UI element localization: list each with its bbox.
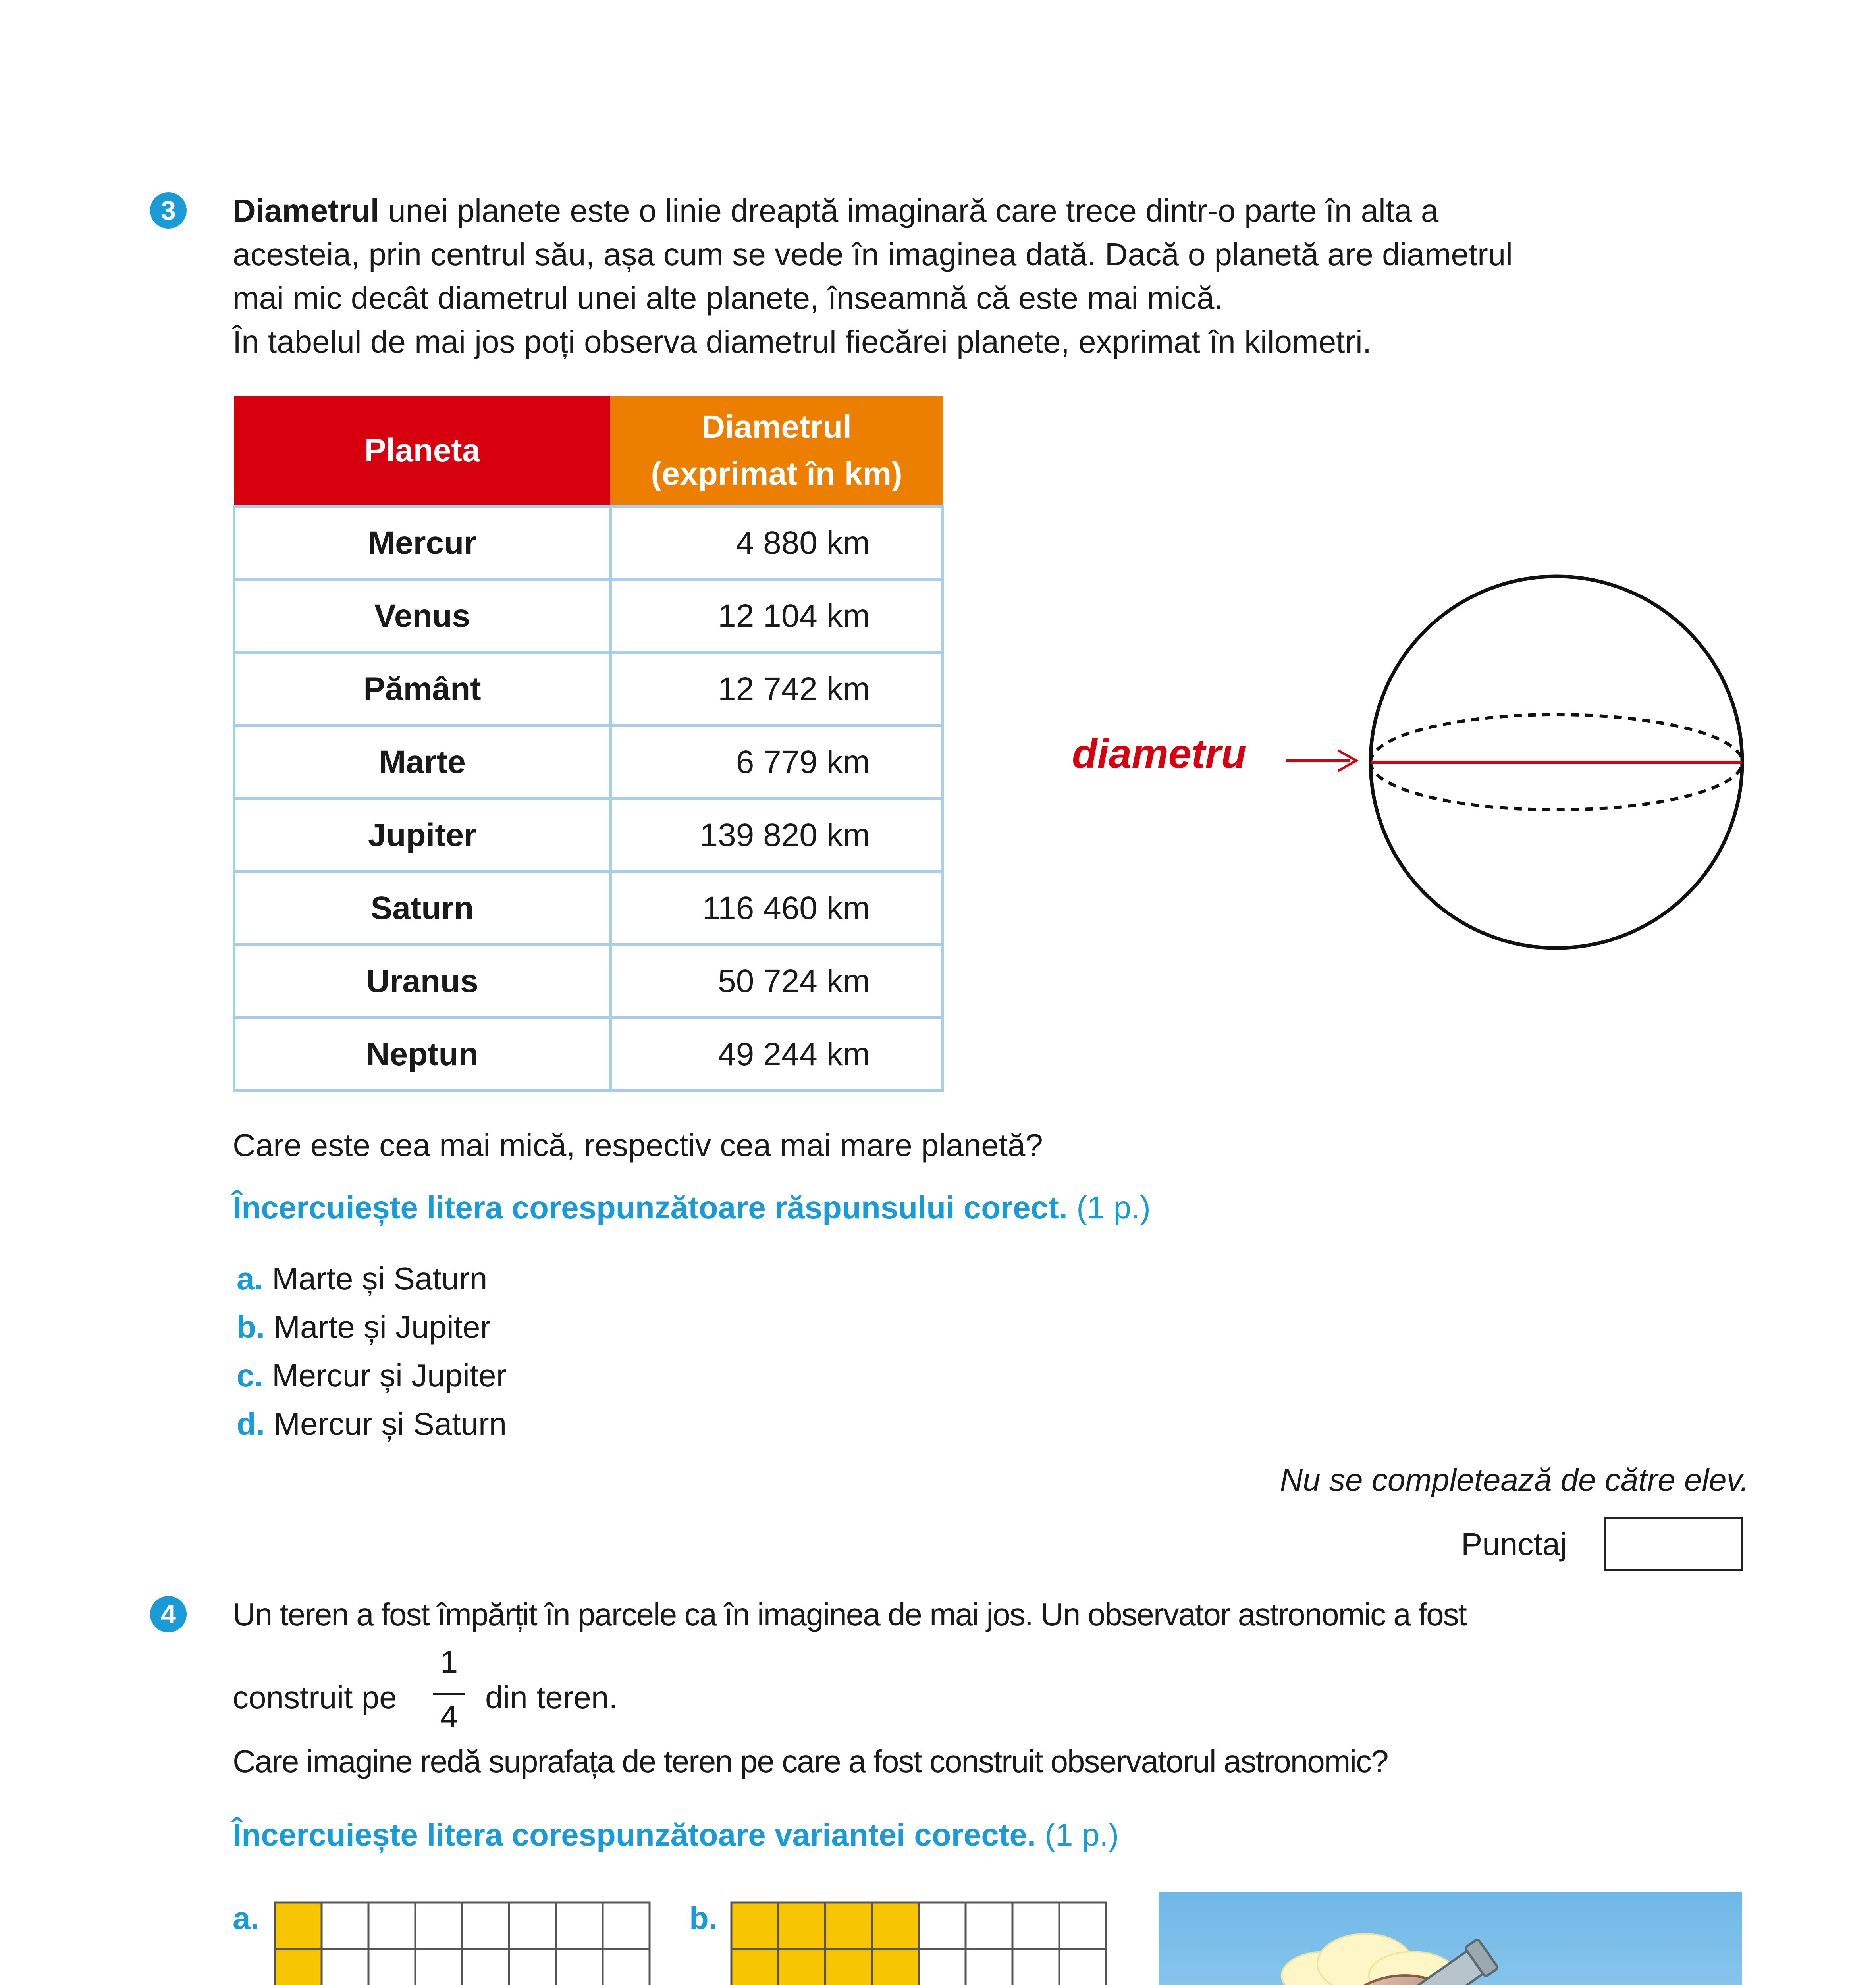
table-row <box>234 1018 943 1091</box>
option-c[interactable] <box>237 1351 507 1400</box>
grid-cell-empty <box>556 1949 603 1985</box>
q4-line-3: Care imagine redă suprafața de teren pe care a fost construit observatorul astronomic? <box>233 1744 1388 1779</box>
option-text: Marte și Saturn <box>272 1261 488 1296</box>
planet-diameter: 116 460 km <box>610 872 943 945</box>
sphere-diagram <box>1072 572 1747 953</box>
table-row <box>234 872 943 945</box>
q3-intro <box>233 189 1781 364</box>
grid-letter-b: b. <box>689 1900 718 1936</box>
header-planet: Planeta <box>234 396 611 507</box>
q3-options <box>237 1255 507 1448</box>
grid-cell-empty <box>1012 1902 1059 1949</box>
table-row <box>234 507 943 580</box>
planet-name: Venus <box>234 580 611 653</box>
fraction-grid <box>730 1901 1108 1985</box>
grid-cell-empty <box>509 1902 556 1949</box>
sphere-drawing <box>1072 572 1747 953</box>
fraction-bar <box>433 1693 465 1695</box>
grid-cell-filled <box>778 1902 825 1949</box>
table-header-row <box>234 396 943 507</box>
fraction-grid <box>273 1901 651 1985</box>
grid-letter-a: a. <box>233 1900 259 1936</box>
q3-question: Care este cea mai mică, respectiv cea mai mare planetă? <box>233 1127 1043 1163</box>
grid-cell-empty <box>415 1902 462 1949</box>
header-diameter-line-2: (exprimat în km) <box>651 456 902 492</box>
table-row <box>234 653 943 726</box>
planet-name: Uranus <box>234 945 611 1018</box>
fraction-denominator: 4 <box>440 1699 458 1734</box>
grid-cell-empty <box>462 1949 509 1985</box>
option-text: Mercur și Saturn <box>274 1406 507 1442</box>
grid-cell-filled <box>275 1949 322 1985</box>
planet-diameter: 139 820 km <box>610 799 943 872</box>
planet-name: Jupiter <box>234 799 611 872</box>
option-letter: d. <box>237 1406 265 1442</box>
q4-instruction <box>233 1817 1119 1853</box>
grid-cell-empty <box>919 1949 966 1985</box>
q3-instruction-bold: Încercuiește litera corespunzătoare răspunsului corect. <box>233 1190 1068 1225</box>
q4-instruction-bold: Încercuiește litera corespunzătoare variantei corecte. <box>233 1817 1036 1852</box>
q3-score-label: Punctaj <box>1461 1526 1567 1562</box>
grid-cell-filled <box>731 1949 778 1985</box>
planet-diameter: 49 244 km <box>610 1018 943 1091</box>
grid-cell-filled <box>731 1902 778 1949</box>
table-row <box>234 799 943 872</box>
option-a[interactable] <box>237 1255 507 1303</box>
q3-instruction-points: (1 p.) <box>1067 1190 1151 1225</box>
grid-cell-empty <box>603 1902 650 1949</box>
planet-diameter: 50 724 km <box>610 945 943 1018</box>
planet-name: Neptun <box>234 1018 611 1091</box>
grid-cell-empty <box>462 1902 509 1949</box>
diameter-label: diametru <box>1072 731 1247 777</box>
grid-cell-empty <box>509 1949 556 1985</box>
grid-cell-filled <box>825 1949 872 1985</box>
q3-line-2: acesteia, prin centrul său, așa cum se vede în imaginea dată. Dacă o planetă are diametrul <box>233 237 1513 272</box>
grid-cell-empty <box>1059 1902 1106 1949</box>
grid-cell-empty <box>1059 1949 1106 1985</box>
header-diameter <box>610 396 943 507</box>
q3-instruction <box>233 1189 1151 1226</box>
grid-cell-filled <box>275 1902 322 1949</box>
grid-cell-empty <box>1012 1949 1059 1985</box>
planet-diameter: 12 104 km <box>610 580 943 653</box>
grid-cell-empty <box>368 1949 415 1985</box>
observatory-drawing <box>1159 1892 1742 1985</box>
grid-cell-filled <box>872 1902 919 1949</box>
grid-option-b[interactable] <box>730 1901 1108 1985</box>
table-row <box>234 726 943 799</box>
planet-name: Marte <box>234 726 611 799</box>
option-letter: a. <box>237 1261 263 1296</box>
grid-cell-filled <box>778 1949 825 1985</box>
option-d[interactable] <box>237 1400 507 1448</box>
grid-cell-empty <box>556 1902 603 1949</box>
q4-line-2-before: construit pe <box>233 1680 397 1715</box>
header-diameter-line-1: Diametrul <box>701 409 852 445</box>
grid-cell-empty <box>919 1902 966 1949</box>
q3-line-4: În tabelul de mai jos poți observa diametrul fiecărei planete, exprimat în kilometri. <box>233 324 1372 359</box>
planet-name: Pământ <box>234 653 611 726</box>
grid-cell-empty <box>966 1949 1012 1985</box>
grid-option-a[interactable] <box>273 1901 651 1985</box>
question-number-3: 3 <box>150 192 187 229</box>
q4-line-1: Un teren a fost împărțit în parcele ca în imaginea de mai jos. Un observator astronomic a fost <box>233 1597 1466 1632</box>
planet-diameter: 4 880 km <box>610 507 943 580</box>
option-letter: b. <box>237 1309 265 1345</box>
planet-name: Mercur <box>234 507 611 580</box>
option-text: Mercur și Jupiter <box>272 1358 507 1393</box>
planet-name: Saturn <box>234 872 611 945</box>
table-row <box>234 945 943 1018</box>
table-row <box>234 580 943 653</box>
q3-intro-bold: Diametrul <box>233 193 379 228</box>
q4-line-2-after: din teren. <box>485 1680 618 1715</box>
grid-cell-empty <box>415 1949 462 1985</box>
grid-cell-empty <box>368 1902 415 1949</box>
grid-cell-filled <box>872 1949 919 1985</box>
q3-score-box[interactable] <box>1604 1517 1743 1571</box>
option-b[interactable] <box>237 1303 507 1351</box>
q3-line-3: mai mic decât diametrul unei alte planete, înseamnă că este mai mică. <box>233 280 1223 316</box>
grid-cell-empty <box>603 1949 650 1985</box>
option-text: Marte și Jupiter <box>274 1309 491 1345</box>
grid-cell-empty <box>322 1949 368 1985</box>
fraction-numerator: 1 <box>440 1644 458 1679</box>
q4-instruction-points: (1 p.) <box>1036 1817 1119 1852</box>
question-number-4: 4 <box>150 1596 187 1632</box>
q3-intro-rest: unei planete este o linie dreaptă imaginară care trece dintr-o parte în alta a <box>379 193 1439 228</box>
option-letter: c. <box>237 1358 263 1393</box>
grid-cell-empty <box>966 1902 1012 1949</box>
planet-diameter: 6 779 km <box>610 726 943 799</box>
planet-diameter-table <box>233 396 944 1092</box>
planet-diameter: 12 742 km <box>610 653 943 726</box>
grid-cell-empty <box>322 1902 368 1949</box>
observatory-illustration <box>1159 1892 1742 1985</box>
grid-cell-filled <box>825 1902 872 1949</box>
q3-teacher-note: Nu se completează de către elev. <box>1280 1462 1749 1497</box>
